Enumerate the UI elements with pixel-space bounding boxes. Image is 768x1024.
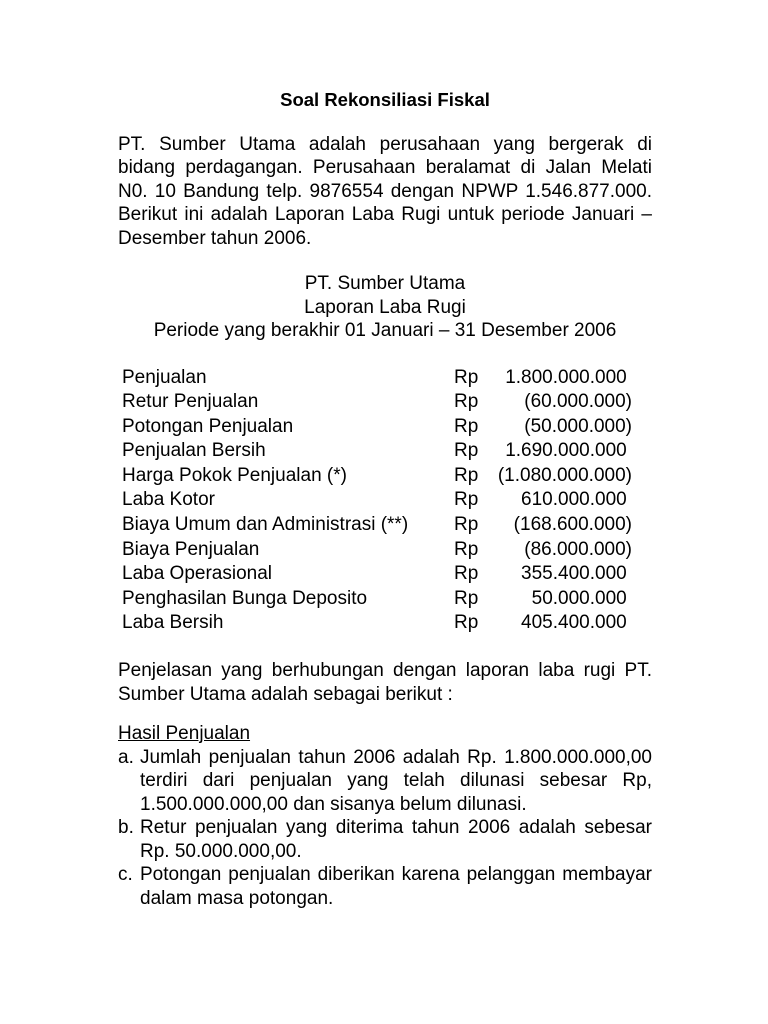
ledger-row (122, 513, 632, 538)
ledger-row (122, 587, 632, 612)
ledger-amount: (168.600.000) (513, 514, 632, 536)
ledger-currency: Rp (454, 464, 479, 486)
ledger-amount: (60.000.000) (524, 391, 632, 413)
document-page (118, 88, 652, 910)
ledger-amount: 610.000.000 (521, 489, 632, 511)
ledger-row (122, 439, 632, 464)
ledger-currency: Rp (454, 415, 479, 437)
ledger-row (122, 538, 632, 563)
ledger-label: Potongan Penjualan (122, 415, 294, 437)
ledger-currency: Rp (454, 612, 479, 634)
ledger-label: Biaya Penjualan (122, 538, 260, 560)
list-item-text: Jumlah penjualan tahun 2006 adalah Rp. 1.800.000.000,00 terdiri dari penjualan yang telah dilunasi sebesar Rp, 1.500.000.000,00 dan sisanya belum dilunasi. (140, 746, 652, 815)
document-title: Soal Rekonsiliasi Fiskal (280, 89, 490, 110)
ledger-amount: (1.080.000.000) (497, 464, 632, 486)
ledger-label: Laba Operasional (122, 563, 272, 585)
list-item-marker: a. (118, 746, 134, 768)
explanation-list (118, 746, 652, 911)
list-item-text: Potongan penjualan diberikan karena pelanggan membayar dalam masa potongan. (140, 864, 652, 909)
ledger-label: Harga Pokok Penjualan (*) (122, 464, 347, 486)
income-statement-table (122, 366, 632, 637)
ledger-amount: (50.000.000) (524, 415, 632, 437)
ledger-label: Laba Bersih (122, 612, 224, 634)
explanation-paragraph: Penjelasan yang berhubungan dengan laporan laba rugi PT. Sumber Utama adalah sebagai berikut : (118, 660, 652, 705)
intro-paragraph: PT. Sumber Utama adalah perusahaan yang bergerak di bidang perdagangan. Perusahaan beralamat di Jalan Melati N0. 10 Bandung telp. 9876554 dengan NPWP 1.546.877.000. Berikut ini adalah Laporan Laba Rugi untuk periode Januari – Desember tahun 2006. (118, 133, 652, 249)
ledger-amount: 1.690.000.000 (505, 440, 632, 462)
ledger-row (122, 488, 632, 513)
list-item-marker: c. (118, 864, 133, 886)
ledger-amount: 1.800.000.000 (505, 366, 632, 388)
ledger-currency: Rp (454, 538, 479, 560)
ledger-row (122, 415, 632, 440)
section-heading: Hasil Penjualan (118, 723, 251, 745)
ledger-row (122, 562, 632, 587)
ledger-label: Biaya Umum dan Administrasi (**) (122, 514, 409, 536)
ledger-row (122, 366, 632, 391)
ledger-label: Penghasilan Bunga Deposito (122, 587, 368, 609)
ledger-currency: Rp (454, 563, 479, 585)
list-item (118, 746, 652, 817)
ledger-currency: Rp (454, 366, 479, 388)
statement-report-name: Laporan Laba Rugi (304, 296, 466, 318)
ledger-row (122, 464, 632, 489)
ledger-currency: Rp (454, 514, 479, 536)
ledger-amount: 355.400.000 (521, 563, 632, 585)
statement-header (118, 272, 652, 343)
ledger-amount: (86.000.000) (524, 538, 632, 560)
ledger-label: Laba Kotor (122, 489, 215, 511)
ledger-currency: Rp (454, 440, 479, 462)
statement-company: PT. Sumber Utama (304, 273, 466, 294)
statement-period: Periode yang berakhir 01 Januari – 31 Desember 2006 (153, 320, 617, 341)
ledger-currency: Rp (454, 391, 479, 413)
ledger-label: Retur Penjualan (122, 391, 259, 413)
ledger-label: Penjualan (122, 366, 207, 388)
ledger-row (122, 390, 632, 415)
list-item-text: Retur penjualan yang diterima tahun 2006 adalah sebesar Rp. 50.000.000,00. (140, 817, 652, 862)
list-item (118, 863, 652, 910)
list-item-marker: b. (118, 817, 134, 839)
list-item (118, 816, 652, 863)
ledger-row (122, 611, 632, 636)
ledger-currency: Rp (454, 587, 479, 609)
ledger-amount: 50.000.000 (531, 587, 632, 609)
ledger-label: Penjualan Bersih (122, 440, 266, 462)
ledger-amount: 405.400.000 (521, 612, 632, 634)
ledger-currency: Rp (454, 489, 479, 511)
